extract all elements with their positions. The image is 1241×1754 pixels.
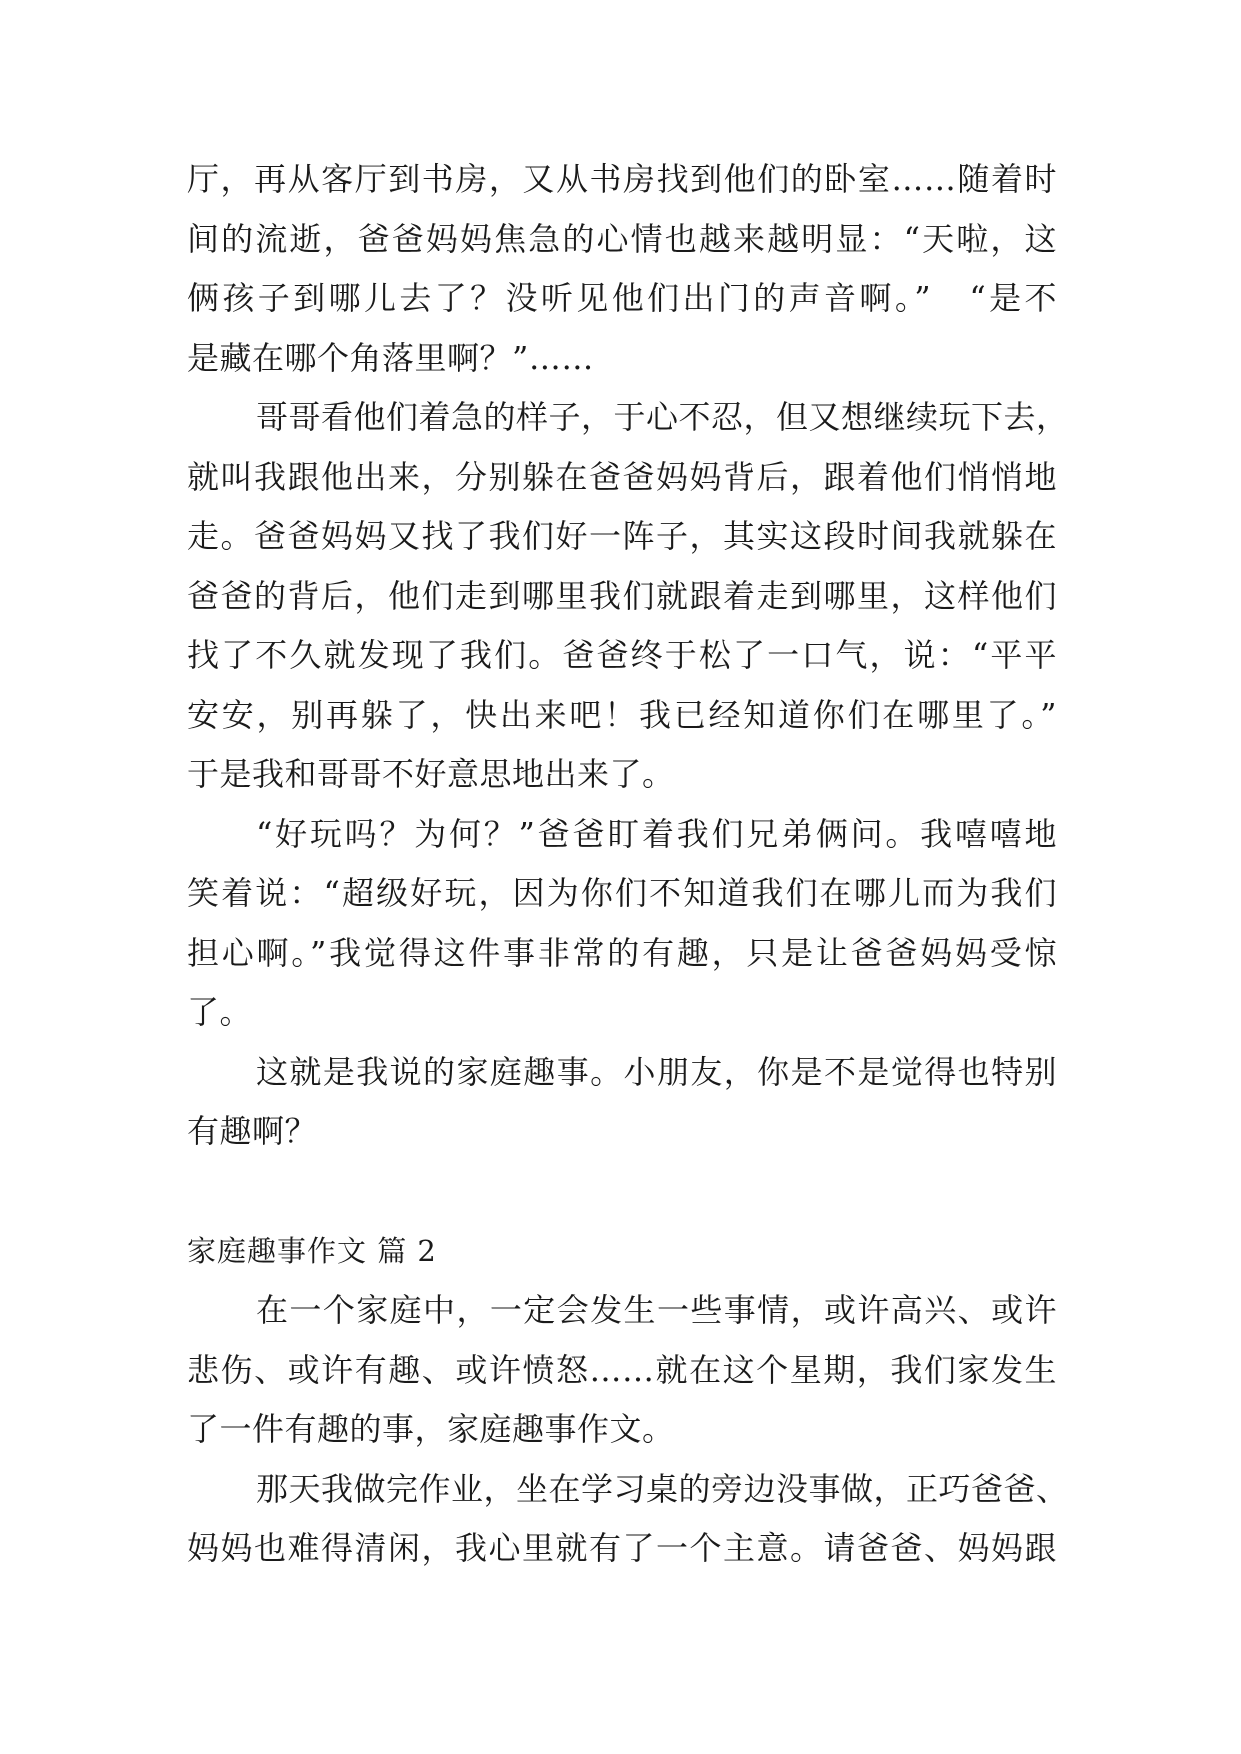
paragraph xyxy=(187,1281,1057,1460)
text-line: 担心啊。”我觉得这件事非常的有趣，只是让爸爸妈妈受惊 xyxy=(187,933,1057,972)
text-line: 俩孩子到哪儿去了？没听见他们出门的声音啊。” “是不 xyxy=(187,279,1057,317)
text-line: 了一件有趣的事，家庭趣事作文。 xyxy=(187,1410,675,1448)
text-line: 这就是我说的家庭趣事。小朋友，你是不是觉得也特别 xyxy=(256,1052,1057,1091)
text-line: 妈妈也难得清闲，我心里就有了一个主意。请爸爸、妈妈跟 xyxy=(187,1529,1057,1567)
text-line: 间的流逝，爸爸妈妈焦急的心情也越来越明显：“天啦，这 xyxy=(187,219,1057,258)
paragraph xyxy=(187,1043,1057,1162)
paragraph xyxy=(187,805,1057,1043)
text-line: 了。 xyxy=(187,993,253,1031)
text-line: 于是我和哥哥不好意思地出来了。 xyxy=(187,755,675,793)
text-line: 在一个家庭中，一定会发生一些事情，或许高兴、或许 xyxy=(256,1291,1057,1329)
text-line: 悲伤、或许有趣、或许愤怒……就在这个星期，我们家发生 xyxy=(187,1350,1057,1389)
text-line: 有趣啊？ xyxy=(187,1112,318,1150)
text-line: 那天我做完作业，坐在学习桌的旁边没事做，正巧爸爸、 xyxy=(256,1469,1069,1508)
paragraph xyxy=(187,1460,1069,1579)
text-line: 走。爸爸妈妈又找了我们好一阵子，其实这段时间我就躲在 xyxy=(187,517,1057,555)
paragraph xyxy=(187,388,1069,805)
text-line: 安安，别再躲了，快出来吧！我已经知道你们在哪里了。” xyxy=(187,695,1057,734)
text-line: 就叫我跟他出来，分别躲在爸爸妈妈背后，跟着他们悄悄地 xyxy=(187,457,1057,496)
text-line: 厅，再从客厅到书房，又从书房找到他们的卧室……随着时 xyxy=(187,160,1057,198)
text-line: “好玩吗？为何？”爸爸盯着我们兄弟俩问。我嘻嘻地 xyxy=(256,814,1057,853)
text-line: 爸爸的背后，他们走到哪里我们就跟着走到哪里，这样他们 xyxy=(187,576,1057,615)
document-page xyxy=(187,150,1069,1579)
paragraph xyxy=(187,150,1057,388)
text-line: 笑着说：“超级好玩，因为你们不知道我们在哪儿而为我们 xyxy=(187,874,1057,912)
text-line: 找了不久就发现了我们。爸爸终于松了一口气，说：“平平 xyxy=(187,636,1057,674)
text-line: 是藏在哪个角落里啊？”…… xyxy=(187,338,594,377)
text-line: 哥哥看他们着急的样子，于心不忍，但又想继续玩下去， xyxy=(256,398,1069,436)
section-spacer xyxy=(187,1162,1057,1222)
section-heading: 家庭趣事作文 篇 2 xyxy=(187,1233,437,1268)
